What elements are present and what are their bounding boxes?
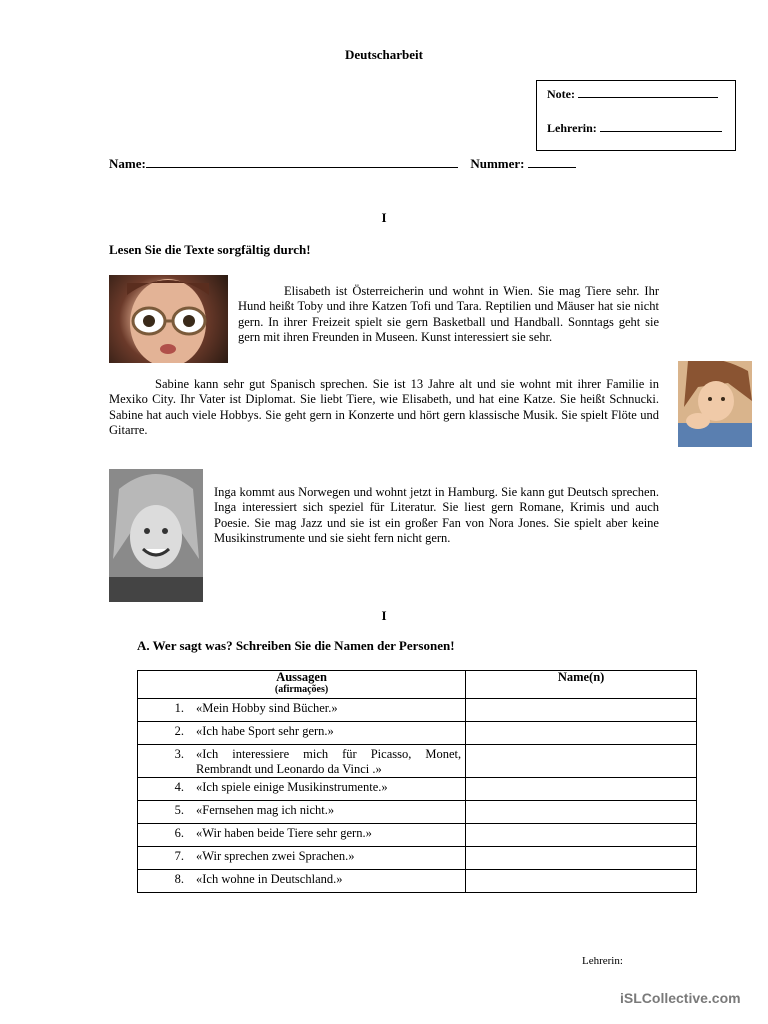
statement-cell xyxy=(138,847,466,870)
statement-text: «Wir sprechen zwei Sprachen.» xyxy=(196,849,355,863)
name-answer-cell[interactable] xyxy=(466,778,697,801)
row-number: 1. xyxy=(174,701,184,715)
table-header-row xyxy=(138,671,697,699)
number-label: Nummer: xyxy=(470,156,525,171)
statement-text: «Ich habe Sport sehr gern.» xyxy=(196,724,334,738)
grade-box xyxy=(536,80,736,151)
table-row xyxy=(138,745,697,778)
table-row xyxy=(138,699,697,722)
reading-instruction: Lesen Sie die Texte sorgfältig durch! xyxy=(109,242,311,257)
row-number: 5. xyxy=(174,803,184,817)
name-answer-cell[interactable] xyxy=(466,699,697,722)
table-row xyxy=(138,778,697,801)
name-label: Name: xyxy=(109,156,146,171)
teacher-label: Lehrerin: xyxy=(547,121,597,135)
table-row xyxy=(138,847,697,870)
worksheet-title: Deutscharbeit xyxy=(345,47,423,62)
statement-cell xyxy=(138,801,466,824)
statement-cell xyxy=(138,870,466,893)
watermark: iSLCollective.com xyxy=(620,990,741,1006)
text-elisabeth: Elisabeth ist Österreicherin und wohnt in Wien. Sie mag Tiere sehr. Ihr Hund heißt Toby und ihre Katzen Tofi und Tara. Reptilien und Mäuser hat sie nicht gern. In ihrer Freizeit spielt sie gern Basketball und Handball. Sonntags geht sie gern mit ihren Freunden in Museen. Kunst interessiert sie sehr. xyxy=(238,284,659,345)
header-statements-sub: (afirmações) xyxy=(274,684,329,695)
row-number: 3. xyxy=(174,747,184,761)
photo-sabine xyxy=(678,361,752,447)
statement-cell xyxy=(138,699,466,722)
table-row xyxy=(138,722,697,745)
name-answer-cell[interactable] xyxy=(466,847,697,870)
smiling-girl-image xyxy=(109,469,203,602)
statement-text: «Fernsehen mag ich nicht.» xyxy=(196,803,335,817)
statement-text: «Ich interessiere mich für Picasso, Monet, Rembrandt und Leonardo da Vinci .» xyxy=(196,747,462,776)
row-number: 4. xyxy=(174,780,184,794)
teacher-field[interactable] xyxy=(600,120,722,132)
name-answer-cell[interactable] xyxy=(466,745,697,778)
statements-table xyxy=(137,670,697,893)
table-row xyxy=(138,824,697,847)
section-numeral-2: I xyxy=(381,608,387,623)
grade-field[interactable] xyxy=(578,86,718,98)
glasses-girl-image xyxy=(109,275,228,363)
statement-cell xyxy=(138,722,466,745)
text-sabine: Sabine kann sehr gut Spanisch sprechen. Sie ist 13 Jahre alt und sie wohnt mit ihrer Familie in Mexiko City. Ihr Vater ist Diplomat. Sie liebt Tiere, wie Elisabeth, und hat eine Katze. Sie heißt Schnucki. Sabine hat auch viele Hobbys. Sie geht gern in Konzerte und hört gern klassische Musik. Sie spielt Flöte und Gitarre. xyxy=(109,377,659,438)
statement-text: «Ich spiele einige Musikinstrumente.» xyxy=(196,780,388,794)
statement-text: «Mein Hobby sind Bücher.» xyxy=(196,701,338,715)
statement-text: «Ich wohne in Deutschland.» xyxy=(196,872,343,886)
photo-elisabeth xyxy=(109,275,228,363)
number-field[interactable] xyxy=(528,156,576,168)
name-answer-cell[interactable] xyxy=(466,870,697,893)
name-answer-cell[interactable] xyxy=(466,801,697,824)
name-row xyxy=(109,156,576,172)
photo-inga xyxy=(109,469,203,602)
row-number: 2. xyxy=(174,724,184,738)
thinking-girl-image xyxy=(678,361,752,447)
row-number: 6. xyxy=(174,826,184,840)
teacher-line xyxy=(547,120,722,136)
header-names: Name(n) xyxy=(466,671,697,699)
grade-line xyxy=(547,86,718,102)
section-numeral-1: I xyxy=(381,210,387,225)
table-row xyxy=(138,801,697,824)
header-statements-label: Aussagen xyxy=(276,670,327,684)
table-row xyxy=(138,870,697,893)
grade-label: Note: xyxy=(547,87,575,101)
row-number: 7. xyxy=(174,849,184,863)
text-inga: Inga kommt aus Norwegen und wohnt jetzt in Hamburg. Sie kann gut Deutsch sprechen. Inga interessiert sich speziel für Literatur. Sie liest gern Romane, Krimis und auch Poesie. Sie mag Jazz und sie ist ein großer Fan von Nora Jones. Sie spielt aber keine Musikinstrumente und sie sieht fern nicht gern. xyxy=(214,485,659,546)
statement-cell xyxy=(138,824,466,847)
row-number: 8. xyxy=(174,872,184,886)
header-statements xyxy=(138,671,466,699)
statement-text: «Wir haben beide Tiere sehr gern.» xyxy=(196,826,372,840)
footer-teacher-label: Lehrerin: xyxy=(582,955,623,967)
name-answer-cell[interactable] xyxy=(466,722,697,745)
statement-cell xyxy=(138,745,466,778)
name-field[interactable] xyxy=(146,156,458,168)
name-answer-cell[interactable] xyxy=(466,824,697,847)
statement-cell xyxy=(138,778,466,801)
task-a-instruction: A. Wer sagt was? Schreiben Sie die Namen der Personen! xyxy=(137,638,455,653)
